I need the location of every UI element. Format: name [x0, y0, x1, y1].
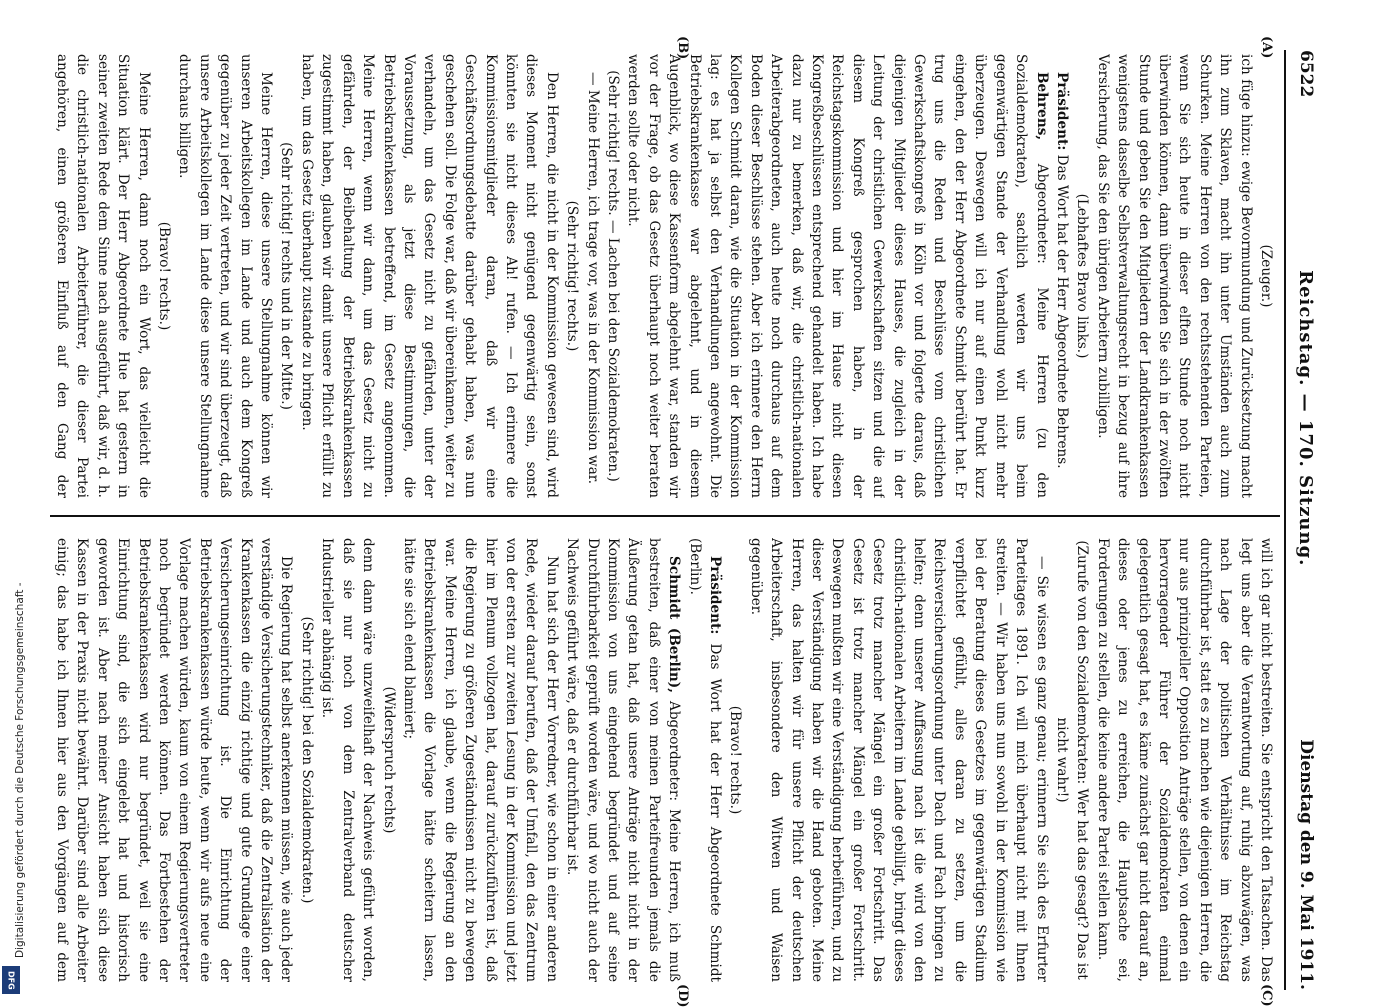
right-column	[51, 538, 1276, 982]
left-column	[51, 54, 1276, 498]
margin-marker-a: (A)	[1259, 36, 1274, 59]
speaker-name: Präsident:	[1053, 72, 1070, 151]
interjection: (Widerspruch rechts)	[380, 686, 397, 834]
rotated-document-page	[40, 36, 1330, 1008]
paragraph: denn dann wäre unzweifelhaft der Nachweis geführt worden, daß sie nur noch von dem Zentralverband deutscher Industrieller abhängig ist.	[319, 538, 377, 982]
speaker-name: Präsident:	[707, 556, 724, 635]
paragraph: Präsident: Das Wort hat der Herr Abgeordnete Schmidt (Berlin).	[686, 538, 724, 982]
paragraph: Präsident: Das Wort hat der Herr Abgeordnete Behrens.	[1053, 72, 1070, 469]
interjection: (Bravo! rechts.)	[156, 221, 173, 331]
interjection: (Bravo! rechts.)	[727, 705, 744, 815]
paragraph: Die Regierung hat selbst anerkennen müssen, wie auch jeder verständige Versicherungstechniker, daß die Zentralisation der Krankenkassen die einzig richtige und gute Grundlage einer Versicherungseinrichtung ist. Die Einrichtung der Betriebskrankenkassen würde heute, wenn wir aufs neue eine Vorlage machen würden, kaum von einem Regierungsvertreter noch begründet werden können. Das Fortbestehen der Betriebskrankenkassen wird nur begründet, weil sie eine Einrichtung sind, die sich eingelebt hat und historisch geworden ist. Aber nach meiner Ansicht haben sich diese Kassen in der Praxis nicht bewährt. Darüber sind alle Arbeiter einig; das habe ich Ihnen hier aus den Vorgängen auf dem	[54, 538, 295, 982]
interjection: (Sehr richtig! rechts.)	[564, 200, 581, 352]
interjection: (Sehr richtig! bei den Sozialdemokraten.)	[298, 616, 315, 904]
speaker-name: Behrens,	[1033, 72, 1050, 141]
paragraph: Den Herren, die nicht in der Kommission gewesen sind, wird dieses Moment nicht genügend gegenwärtig sein, sonst könnten sie nicht dieses Ah! rufen. — Ich erinnere die Kommissionsmitglieder daran, daß wir eine Geschäftsordnungsdebatte darüber gehabt haben, was nun geschehen soll. Die Folge war, daß wir übereinkamen, weiter zu verhandeln, um das Gesetz nicht zu gefährden, unter der Voraussetzung, als jetzt diese Bestimmungen, die Betriebskrankenkassen betreffend, im Gesetz angenommen. Meine Herren, wenn wir dann, um das Gesetz nicht zu gefährden, der Beibehaltung der Betriebskrankenkassen zugestimmt haben, glauben wir damit unsere Pflicht erfüllt zu haben, um das Gesetz überhaupt zustande zu bringen.	[298, 54, 560, 498]
margin-marker-c: (C)	[1259, 984, 1274, 1007]
paragraph: Meine Herren, dann noch ein Wort, das vielleicht die Situation klärt. Der Herr Abgeordnete Hue hat gestern in seiner zweiten Rede dem Sinne nach ausgeführt, daß wir, d. h. die christlich-nationalen Arbeiterführer, die dieser Partei angehören, einen größeren Einfluß auf den Gang der	[54, 54, 152, 498]
interjection: (Sehr richtig! rechts. — Lachen bei den Sozialdemokraten.)	[605, 70, 621, 482]
dfg-logo-icon: DFG	[2, 966, 20, 994]
paragraph: will ich gar nicht bestreiten. Sie entspricht den Tatsachen. Das legt uns aber die Verantwortung auf, ruhig abzuwägen, was nach Lage der politischen Verhältnisse im Reichstag durchführbar ist, statt es zu machen wie diejenigen Herren, die nur aus prinzipieller Opposition Anträge stellen, von denen ein hervorragender Führer der Sozialdemokraten einmal gelegentlich gesagt hat, es käme zunächst gar nicht darauf an, dieses oder jenes zu erreichen, die Hauptsache sei, Forderungen zu stellen, die keine andere Partei stellen kann.	[1094, 538, 1274, 982]
page-title: Reichstag. — 170. Sitzung.	[1295, 270, 1317, 567]
paragraph: — Sie wissen es ganz genau; erinnern Sie sich des Erfurter Parteitages 1891. Ich will mich überhaupt nicht mit Ihnen streiten. — Wir haben uns nun sowohl in der Kommission wie bei der Beratung dieses Gesetzes im gegenwärtigen Stadium verpflichtet gefühlt, alles daran zu setzen, um die Reichsversicherungsordnung unter Dach und Fach bringen zu helfen; denn unserer Auffassung nach ist die wird von den christlich-nationalen Arbeitern im Lande gebilligt, bringt dieses Gesetz trotz mancher Mängel ein großer Fortschritt. Das Gesetz ist trotz mancher Mängel ein großer Fortschritt. Deswegen mußten wir eine Verständigung herbeiführen, und zu dieser Verständigung haben wir die Hand geboten. Meine Herren, das halten wir für unsere Pflicht der deutschen Arbeiterschaft, insbesondere den Witwen und Waisen gegenüber.	[747, 538, 1050, 982]
paragraph: (Zeuger.)	[1258, 244, 1274, 308]
page-date: Dienstag den 9. Mai 1911.	[1296, 739, 1316, 990]
paragraph: Behrens, Abgeordneter: Meine Herren (zu den Sozialdemokraten), sachlich werden wir uns beim gegenwärtigen Stande der Verhandlung wohl nicht mehr überzeugen. Deswegen will ich nur auf einen Punkt kurz eingehen, den der Herr Abgeordnete Schmidt berührt hat. Er trug uns die Reden und Beschlüsse vom christlichen Gewerkschaftskongreß in Köln vor und folgerte daraus, daß diejenigen Mitglieder dieses Hauses, die zugleich in der Leitung der christlichen Gewerkschaften sitzen und die auf diesem Kongreß gesprochen haben, in der Reichstagskommission und hier im Hause nicht diesen Kongreßbeschlüssen entsprechend gehandelt haben. Ich habe dazu nur zu bemerken, daß wir, die christlich-nationalen Arbeiterabgeordneten, auch heute noch durchaus auf dem Boden dieser Beschlüsse stehen. Aber ich erinnere den Herrn Kollegen Schmidt daran, wie die Situation in der Kommission lag: es hat ja selbst den Verhandlungen angewohnt. Die Betriebskrankenkasse war abgelehnt, und in diesem Augenblick, wo diese Kassenform abgelehnt war, standen wir vor der Frage, ob das Gesetz überhaupt noch weiter beraten werden sollte oder nicht.	[625, 54, 1050, 498]
digitization-footer	[0, 0, 26, 1000]
funding-notice: Digitalisierung gefördert durch die Deutsche Forschungsgemeinschaft -	[14, 582, 26, 958]
paragraph: — Meine Herren, ich trage vor, was in der Kommission war.	[584, 72, 601, 485]
margin-marker-d: (D)	[675, 984, 690, 1008]
paragraph: Meine Herren, diese unsere Stellungnahme können wir unseren Arbeitskollegen im Lande und auch dem Kongreß gegenüber zu jeder Zeit vertreten, und wir sind überzeugt, daß unsere Arbeitskollegen im Lande diese unsere Stellungnahme durchaus billigen.	[176, 54, 275, 498]
column-divider	[50, 515, 1280, 517]
paragraph: ich füge hinzu: ewige Bevormundung und Zurücksetzung macht ihn zum Sklaven, macht ihn unter Umständen auch zum Schurken. Meine Herren von den rechtsstehenden Parteien, wenn Sie sich heute in dieser elften Stunde noch nicht überwinden können, dann überwinden Sie sich in der zwölften Stunde und geben Sie den Mitgliedern der Landkrankenkassen wenigstens dasselbe Selbstverwaltungsrecht in bezug auf ihre Versicherung, das Sie den übrigen Arbeitern zubilligen.	[1094, 54, 1254, 498]
page-header	[1284, 50, 1326, 990]
interjection: (Zurufe von den Sozialdemokraten: Wer hat das gesagt? Das ist nicht wahr!)	[1053, 540, 1091, 980]
paragraph: Nun hat sich der Herr Vorredner, wie schon in einer anderen Rede, wieder darauf berufen, daß der Umfall, den das Zentrum von der ersten zur zweiten Lesung in der Kommission und jetzt hier im Plenum vollzogen hat, darauf zurückzuführen ist, daß die Regierung zu größeren Zugeständnissen nicht zu bewegen war. Meine Herren, ich glaube, wenn die Regierung an den Betriebskrankenkassen die Vorlage hätte scheitern lassen, hätte sie sich elend blamiert;	[400, 538, 560, 982]
page-number: 6522	[1296, 50, 1316, 98]
margin-marker-b: (B)	[675, 36, 690, 60]
paragraph: Schmidt (Berlin), Abgeordneter: Meine Herren, ich muß bestreiten, daß einer von meinen Parteifreunden jemals die Äußerung getan hat, daß unsere Anträge nicht nicht in der Kommission von uns eingehend begründet und auf seine Durchführbarkeit geprüft worden wäre, und wo nicht auch der Nachweis geführt wäre, daß er durchführbar ist.	[564, 538, 683, 982]
interjection: (Sehr richtig! rechts und in der Mitte.)	[278, 142, 295, 410]
interjection: (Lebhaftes Bravo links.)	[1074, 193, 1091, 359]
speaker-name: Schmidt (Berlin),	[666, 556, 683, 693]
